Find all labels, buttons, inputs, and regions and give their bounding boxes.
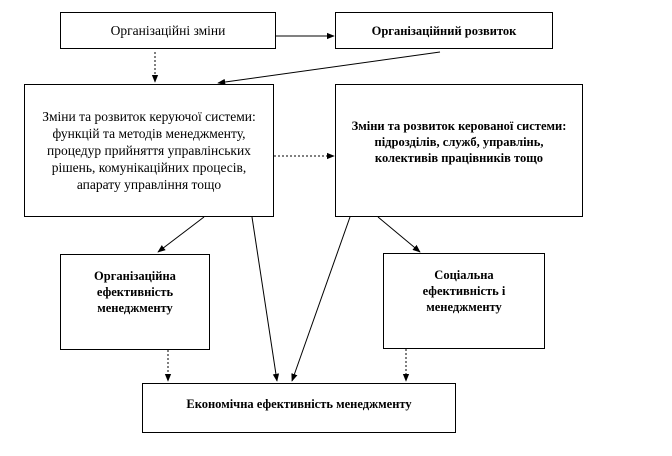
org-development-label: Організаційний розвиток — [371, 23, 517, 38]
economic-efficiency-label: Економічна ефективність менеджменту — [186, 397, 412, 411]
arrow-development-to-managing — [218, 52, 440, 83]
social-efficiency-box — [383, 253, 545, 349]
org-changes-label: Організаційні зміни — [110, 23, 226, 38]
managing-system-label: Зміни та розвиток керуючої системи: функцій та методів менеджменту, процедур прийняття управлінських рішень, комунікаційних процесів, апарату управління тощо — [42, 109, 256, 192]
org-efficiency-label: Організаційна ефективність менеджменту — [94, 269, 176, 315]
org-development-box — [335, 12, 553, 49]
arrow-managing-to-org-eff — [158, 217, 204, 252]
arrow-managed-to-economic — [292, 217, 350, 381]
arrow-managed-to-social — [378, 217, 420, 252]
org-efficiency-box — [60, 254, 210, 350]
org-changes-box — [60, 12, 276, 49]
arrow-managing-to-economic — [252, 217, 277, 381]
managed-system-box — [335, 84, 583, 217]
economic-efficiency-box — [142, 383, 456, 433]
managing-system-box — [24, 84, 274, 217]
managed-system-label: Зміни та розвиток керованої системи: підрозділів, служб, управлінь, колективів працівників тощо — [351, 118, 567, 165]
social-efficiency-label: Соціальна ефективність і менеджменту — [422, 268, 506, 314]
